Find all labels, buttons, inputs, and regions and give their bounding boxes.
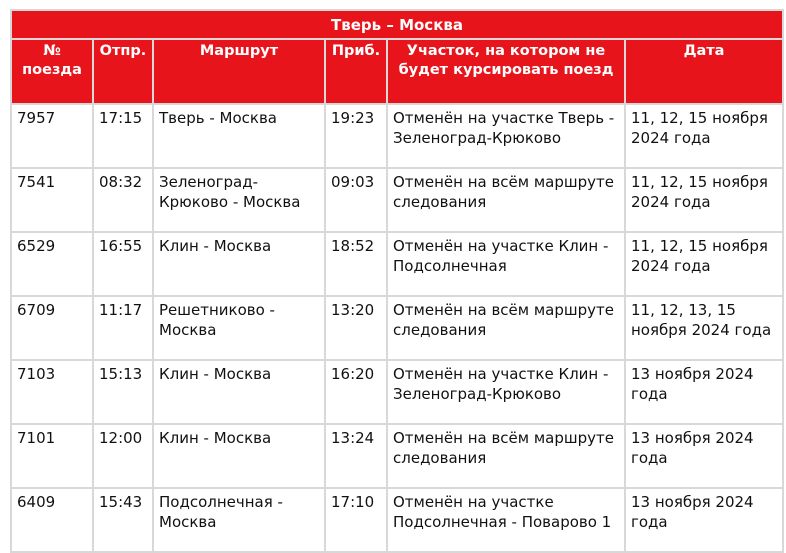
cell-route: Клин - Москва: [153, 232, 325, 296]
table-row: [11, 296, 783, 360]
table-row: [11, 424, 783, 488]
cell-section: Отменён на участке Клин - Зеленоград-Крюково: [387, 360, 625, 424]
table-row: [11, 488, 783, 552]
cell-arrive: 16:20: [325, 360, 387, 424]
cell-depart: 11:17: [93, 296, 153, 360]
cell-train-no: 7957: [11, 104, 93, 168]
cell-depart: 15:13: [93, 360, 153, 424]
cell-arrive: 17:10: [325, 488, 387, 552]
cell-arrive: 09:03: [325, 168, 387, 232]
cell-date: 13 ноября 2024 года: [625, 488, 783, 552]
table-row: [11, 168, 783, 232]
cell-depart: 12:00: [93, 424, 153, 488]
cell-train-no: 6529: [11, 232, 93, 296]
cell-arrive: 13:20: [325, 296, 387, 360]
table-row: [11, 232, 783, 296]
cell-route: Подсолнечная - Москва: [153, 488, 325, 552]
cell-route: Тверь - Москва: [153, 104, 325, 168]
cell-depart: 15:43: [93, 488, 153, 552]
cancelled-trains-table: [10, 9, 784, 553]
cell-depart: 16:55: [93, 232, 153, 296]
cell-route: Клин - Москва: [153, 360, 325, 424]
cell-train-no: 6709: [11, 296, 93, 360]
cell-section: Отменён на всём маршруте следования: [387, 296, 625, 360]
column-header-route: Маршрут: [153, 39, 325, 104]
cell-train-no: 6409: [11, 488, 93, 552]
cell-date: 11, 12, 15 ноября 2024 года: [625, 168, 783, 232]
cell-date: 11, 12, 15 ноября 2024 года: [625, 232, 783, 296]
cell-train-no: 7541: [11, 168, 93, 232]
cell-section: Отменён на участке Тверь - Зеленоград-Крюково: [387, 104, 625, 168]
table-row: [11, 360, 783, 424]
column-header-depart: Отпр.: [93, 39, 153, 104]
cell-route: Зеленоград-Крюково - Москва: [153, 168, 325, 232]
cell-depart: 17:15: [93, 104, 153, 168]
table-title-row: [11, 10, 783, 39]
column-header-arrive: Приб.: [325, 39, 387, 104]
column-header-train-no: № поезда: [11, 39, 93, 104]
cell-date: 11, 12, 13, 15 ноября 2024 года: [625, 296, 783, 360]
cell-arrive: 19:23: [325, 104, 387, 168]
cell-train-no: 7103: [11, 360, 93, 424]
table-header-row: [11, 39, 783, 104]
cell-train-no: 7101: [11, 424, 93, 488]
cell-date: 13 ноября 2024 года: [625, 360, 783, 424]
cell-route: Решетниково - Москва: [153, 296, 325, 360]
cell-arrive: 18:52: [325, 232, 387, 296]
cell-date: 13 ноября 2024 года: [625, 424, 783, 488]
cell-depart: 08:32: [93, 168, 153, 232]
table-row: [11, 104, 783, 168]
cell-arrive: 13:24: [325, 424, 387, 488]
table-title: Тверь – Москва: [11, 10, 783, 39]
cell-section: Отменён на участке Клин - Подсолнечная: [387, 232, 625, 296]
cell-section: Отменён на всём маршруте следования: [387, 168, 625, 232]
column-header-date: Дата: [625, 39, 783, 104]
cell-section: Отменён на всём маршруте следования: [387, 424, 625, 488]
cell-route: Клин - Москва: [153, 424, 325, 488]
column-header-section: Участок, на котором не будет курсировать поезд: [387, 39, 625, 104]
cell-date: 11, 12, 15 ноября 2024 года: [625, 104, 783, 168]
cell-section: Отменён на участке Подсолнечная - Поварово 1: [387, 488, 625, 552]
